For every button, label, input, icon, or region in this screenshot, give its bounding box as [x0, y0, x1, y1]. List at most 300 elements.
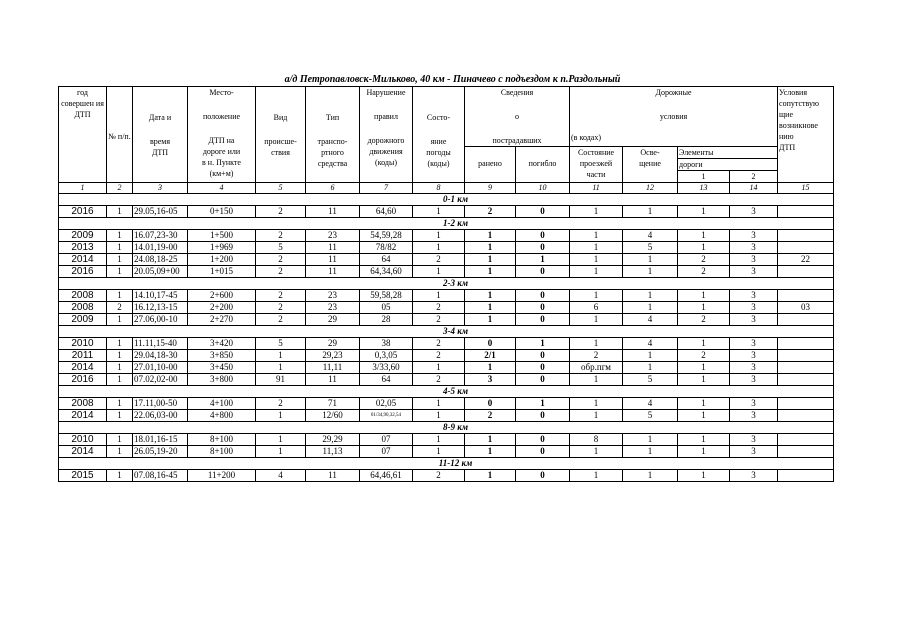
- cell-violation: 64,34,60: [360, 266, 413, 278]
- cell-year: 2008: [59, 302, 107, 314]
- cell-weather: 2: [413, 314, 465, 326]
- section-row: [59, 278, 834, 290]
- cell-type: 2: [256, 230, 306, 242]
- header-injured: ранено: [465, 147, 516, 183]
- cell-datetime: 17.11,00-50: [133, 398, 188, 410]
- cell-weather: 2: [413, 338, 465, 350]
- header-type-line: происше-: [264, 137, 297, 146]
- cell-weather: 2: [413, 254, 465, 266]
- cell-injured: 0: [465, 398, 516, 410]
- section-label: 1-2 км: [59, 218, 834, 230]
- cell-location: 2+600: [188, 290, 256, 302]
- cell-killed: 0: [516, 374, 570, 386]
- table-row: [59, 290, 834, 302]
- cell-violation: 07: [360, 446, 413, 458]
- cell-injured: 1: [465, 314, 516, 326]
- header-type-line: ствия: [271, 148, 290, 157]
- cell-element-1: 2: [678, 266, 730, 278]
- cell-conditions: [778, 446, 834, 458]
- cell-violation: 59,58,28: [360, 290, 413, 302]
- cell-weather: 1: [413, 434, 465, 446]
- cell-num: 1: [107, 446, 133, 458]
- cell-datetime: 24.08,18-25: [133, 254, 188, 266]
- cell-num: 1: [107, 242, 133, 254]
- header-conditions-line: щие: [779, 110, 794, 119]
- table-row: [59, 374, 834, 386]
- cell-violation: 54,59,28: [360, 230, 413, 242]
- cell-element-2: 3: [730, 470, 778, 482]
- cell-weather: 2: [413, 302, 465, 314]
- cell-location: 1+500: [188, 230, 256, 242]
- cell-killed: 0: [516, 362, 570, 374]
- cell-num: 1: [107, 314, 133, 326]
- cell-num: 1: [107, 434, 133, 446]
- cell-element-1: 1: [678, 410, 730, 422]
- cell-conditions: [778, 374, 834, 386]
- cell-datetime: 26.05,19-20: [133, 446, 188, 458]
- cell-violation: 64,60: [360, 206, 413, 218]
- cell-element-1: 1: [678, 470, 730, 482]
- cell-light: 4: [623, 230, 678, 242]
- cell-year: 2010: [59, 338, 107, 350]
- cell-year: 2016: [59, 266, 107, 278]
- cell-year: 2014: [59, 362, 107, 374]
- column-number: 12: [623, 183, 678, 194]
- cell-conditions: [778, 350, 834, 362]
- cell-killed: 0: [516, 206, 570, 218]
- cell-element-2: 3: [730, 314, 778, 326]
- cell-num: 1: [107, 398, 133, 410]
- cell-location: 0+150: [188, 206, 256, 218]
- cell-vehicle: 29: [306, 314, 360, 326]
- cell-location: 8+100: [188, 446, 256, 458]
- cell-type: 5: [256, 242, 306, 254]
- cell-element-1: 1: [678, 242, 730, 254]
- cell-location: 4+800: [188, 410, 256, 422]
- header-type-line: Вид: [273, 113, 288, 122]
- cell-location: 4+100: [188, 398, 256, 410]
- cell-conditions: [778, 338, 834, 350]
- cell-violation: 64: [360, 254, 413, 266]
- cell-light: 4: [623, 338, 678, 350]
- header-num: № п/п.: [107, 87, 133, 183]
- header-datetime: [133, 87, 188, 183]
- cell-year: 2008: [59, 398, 107, 410]
- header-surface-line: проезжей: [579, 159, 613, 168]
- header-elements-col1: 1: [678, 171, 730, 183]
- cell-injured: 1: [465, 434, 516, 446]
- cell-injured: 1: [465, 266, 516, 278]
- cell-datetime: 27.06,00-10: [133, 314, 188, 326]
- cell-light: 5: [623, 242, 678, 254]
- cell-element-2: 3: [730, 434, 778, 446]
- cell-killed: 0: [516, 410, 570, 422]
- cell-killed: 0: [516, 230, 570, 242]
- table-row: [59, 230, 834, 242]
- cell-weather: 1: [413, 446, 465, 458]
- cell-conditions: [778, 434, 834, 446]
- cell-year: 2016: [59, 374, 107, 386]
- cell-surface: обр.пгм: [570, 362, 623, 374]
- column-number: 8: [413, 183, 465, 194]
- cell-surface: 1: [570, 338, 623, 350]
- section-row: [59, 326, 834, 338]
- header-weather-line: погоды: [426, 148, 451, 157]
- cell-num: 2: [107, 302, 133, 314]
- cell-year: 2016: [59, 206, 107, 218]
- cell-datetime: 29.05,16-05: [133, 206, 188, 218]
- cell-element-1: 2: [678, 314, 730, 326]
- cell-location: 3+800: [188, 374, 256, 386]
- cell-num: 1: [107, 266, 133, 278]
- table-row: [59, 434, 834, 446]
- cell-type: 2: [256, 302, 306, 314]
- header-surface-line: Состояние: [577, 148, 615, 157]
- cell-killed: 0: [516, 350, 570, 362]
- cell-weather: 1: [413, 206, 465, 218]
- cell-conditions: [778, 266, 834, 278]
- cell-num: 1: [107, 290, 133, 302]
- cell-conditions: [778, 362, 834, 374]
- cell-vehicle: 29,23: [306, 350, 360, 362]
- cell-weather: 1: [413, 242, 465, 254]
- header-light-line: щение: [639, 159, 661, 168]
- cell-violation: 05: [360, 302, 413, 314]
- cell-vehicle: 11: [306, 470, 360, 482]
- table-row: [59, 206, 834, 218]
- header-location-line: ДТП на: [208, 136, 235, 145]
- cell-vehicle: 11: [306, 242, 360, 254]
- cell-datetime: 11.11,15-40: [133, 338, 188, 350]
- cell-datetime: 14.10,17-45: [133, 290, 188, 302]
- cell-datetime: 27.01,10-00: [133, 362, 188, 374]
- cell-element-1: 1: [678, 206, 730, 218]
- cell-killed: 0: [516, 302, 570, 314]
- cell-light: 4: [623, 398, 678, 410]
- cell-conditions: [778, 230, 834, 242]
- cell-violation: 07: [360, 434, 413, 446]
- cell-year: 2008: [59, 290, 107, 302]
- cell-element-1: 2: [678, 350, 730, 362]
- document-title: а/д Петропавловск-Мильково, 40 км - Пиначево с подъездом к п.Раздольный: [284, 74, 621, 85]
- cell-location: 3+420: [188, 338, 256, 350]
- cell-datetime: 22.06,03-00: [133, 410, 188, 422]
- header-elements: Элементы: [678, 147, 778, 159]
- cell-surface: 1: [570, 446, 623, 458]
- cell-location: 1+969: [188, 242, 256, 254]
- cell-datetime: 18.01,16-15: [133, 434, 188, 446]
- cell-injured: 1: [465, 290, 516, 302]
- cell-surface: 1: [570, 410, 623, 422]
- cell-element-2: 3: [730, 446, 778, 458]
- cell-element-2: 3: [730, 206, 778, 218]
- header-weather-line: (коды): [427, 159, 450, 168]
- header-victims-line: Сведения: [500, 88, 534, 97]
- section-label: 8-9 км: [59, 422, 834, 434]
- cell-conditions: [778, 206, 834, 218]
- header-road: [570, 87, 778, 132]
- header-type: [256, 87, 306, 183]
- cell-year: 2013: [59, 242, 107, 254]
- column-number: 2: [107, 183, 133, 194]
- header-elements-col2: 2: [730, 171, 778, 183]
- cell-light: 1: [623, 362, 678, 374]
- cell-weather: 1: [413, 266, 465, 278]
- cell-year: 2011: [59, 350, 107, 362]
- cell-surface: 1: [570, 206, 623, 218]
- cell-location: 8+100: [188, 434, 256, 446]
- cell-vehicle: 29: [306, 338, 360, 350]
- cell-num: 1: [107, 374, 133, 386]
- header-surface: [570, 147, 623, 183]
- section-label: 3-4 км: [59, 326, 834, 338]
- cell-type: 1: [256, 434, 306, 446]
- cell-vehicle: 23: [306, 230, 360, 242]
- cell-datetime: 16.12,13-15: [133, 302, 188, 314]
- cell-conditions: [778, 470, 834, 482]
- section-row: [59, 194, 834, 206]
- cell-vehicle: 23: [306, 302, 360, 314]
- header-datetime-line: время: [149, 137, 171, 146]
- cell-vehicle: 29,29: [306, 434, 360, 446]
- cell-location: 11+200: [188, 470, 256, 482]
- table-row: [59, 398, 834, 410]
- column-number: 15: [778, 183, 834, 194]
- cell-violation: 28: [360, 314, 413, 326]
- cell-num: 1: [107, 362, 133, 374]
- cell-num: 1: [107, 338, 133, 350]
- cell-element-1: 1: [678, 338, 730, 350]
- cell-location: 2+270: [188, 314, 256, 326]
- header-weather-line: яние: [430, 137, 447, 146]
- cell-element-1: 1: [678, 290, 730, 302]
- header-violation-line: дорожного: [367, 136, 405, 145]
- header-vehicle-line: ртного: [321, 148, 344, 157]
- header-elements-sub: дороги: [678, 159, 778, 171]
- header-conditions-line: нию: [779, 132, 794, 141]
- cell-type: 2: [256, 254, 306, 266]
- header-road-codes: (в кодах): [570, 132, 778, 147]
- header-year: год совершен ия ДТП: [59, 87, 107, 183]
- cell-year: 2014: [59, 446, 107, 458]
- cell-datetime: 29.04,18-30: [133, 350, 188, 362]
- cell-element-2: 3: [730, 254, 778, 266]
- cell-violation: 64: [360, 374, 413, 386]
- column-number: 1: [59, 183, 107, 194]
- cell-vehicle: 11: [306, 374, 360, 386]
- table-row: [59, 314, 834, 326]
- cell-killed: 1: [516, 338, 570, 350]
- cell-element-1: 1: [678, 302, 730, 314]
- cell-datetime: 07.08,16-45: [133, 470, 188, 482]
- cell-location: 3+850: [188, 350, 256, 362]
- cell-violation: 64,46,61: [360, 470, 413, 482]
- table-row: [59, 302, 834, 314]
- cell-light: 1: [623, 350, 678, 362]
- cell-element-1: 1: [678, 398, 730, 410]
- table-row: [59, 266, 834, 278]
- header-road-line: условия: [659, 112, 688, 121]
- column-number: 11: [570, 183, 623, 194]
- cell-surface: 1: [570, 314, 623, 326]
- header-violation: [360, 87, 413, 183]
- header-violation-line: Нарушение: [366, 88, 406, 97]
- column-number: 13: [678, 183, 730, 194]
- header-conditions-line: Условия: [779, 88, 807, 97]
- cell-year: 2009: [59, 230, 107, 242]
- table-row: [59, 350, 834, 362]
- header-conditions-line: сопутствую: [779, 99, 819, 108]
- cell-element-2: 3: [730, 302, 778, 314]
- table-body: [59, 87, 834, 482]
- header-conditions-line: ДТП: [779, 143, 796, 152]
- header-vehicle-line: Тип: [325, 113, 340, 122]
- cell-type: 2: [256, 314, 306, 326]
- header-vehicle-line: транспо-: [317, 137, 348, 146]
- table-row: [59, 446, 834, 458]
- cell-light: 4: [623, 314, 678, 326]
- cell-surface: 1: [570, 230, 623, 242]
- header-location-line: в н. Пункте: [202, 158, 241, 167]
- header-weather: [413, 87, 465, 183]
- cell-element-2: 3: [730, 338, 778, 350]
- section-label: 2-3 км: [59, 278, 834, 290]
- cell-element-2: 3: [730, 266, 778, 278]
- cell-weather: 2: [413, 374, 465, 386]
- cell-element-1: 1: [678, 230, 730, 242]
- cell-conditions: [778, 314, 834, 326]
- header-location-line: положение: [202, 112, 241, 121]
- cell-light: 1: [623, 290, 678, 302]
- table-row: [59, 362, 834, 374]
- cell-violation: 02,05: [360, 398, 413, 410]
- cell-location: 1+200: [188, 254, 256, 266]
- cell-conditions: [778, 290, 834, 302]
- cell-vehicle: 12/60: [306, 410, 360, 422]
- header-location: [188, 87, 256, 183]
- cell-violation: 0,3,05: [360, 350, 413, 362]
- section-row: [59, 458, 834, 470]
- cell-element-2: 3: [730, 230, 778, 242]
- cell-light: 1: [623, 254, 678, 266]
- cell-injured: 2: [465, 206, 516, 218]
- cell-injured: 1: [465, 302, 516, 314]
- cell-num: 1: [107, 254, 133, 266]
- cell-element-1: 1: [678, 446, 730, 458]
- cell-element-1: 1: [678, 434, 730, 446]
- header-violation-line: (коды): [374, 158, 398, 167]
- header-road-line: Дорожные: [655, 88, 692, 97]
- cell-surface: 6: [570, 302, 623, 314]
- table-row: [59, 470, 834, 482]
- cell-vehicle: 23: [306, 290, 360, 302]
- accident-table: [58, 86, 834, 482]
- cell-year: 2014: [59, 254, 107, 266]
- cell-element-2: 3: [730, 350, 778, 362]
- cell-vehicle: 11,11: [306, 362, 360, 374]
- cell-light: 1: [623, 434, 678, 446]
- cell-violation: 01/34,90,32,54: [360, 410, 413, 422]
- cell-year: 2015: [59, 470, 107, 482]
- cell-light: 1: [623, 302, 678, 314]
- cell-datetime: 16.07,23-30: [133, 230, 188, 242]
- header-victims-line: пострадавших: [492, 136, 542, 145]
- cell-injured: 1: [465, 362, 516, 374]
- cell-surface: 1: [570, 254, 623, 266]
- cell-element-1: 2: [678, 254, 730, 266]
- cell-light: 1: [623, 206, 678, 218]
- header-light: [623, 147, 678, 183]
- header-victims-line: о: [515, 112, 519, 121]
- header-weather-line: Состо-: [426, 113, 451, 122]
- cell-conditions: 03: [778, 302, 834, 314]
- cell-killed: 0: [516, 314, 570, 326]
- cell-vehicle: 11: [306, 266, 360, 278]
- section-label: 4-5 км: [59, 386, 834, 398]
- cell-killed: 1: [516, 254, 570, 266]
- cell-surface: 8: [570, 434, 623, 446]
- header-datetime-line: Дата и: [148, 113, 172, 122]
- cell-killed: 0: [516, 434, 570, 446]
- cell-type: 2: [256, 266, 306, 278]
- header-surface-line: части: [586, 170, 606, 179]
- cell-element-2: 3: [730, 374, 778, 386]
- cell-weather: 1: [413, 362, 465, 374]
- cell-type: 5: [256, 338, 306, 350]
- cell-type: 2: [256, 398, 306, 410]
- cell-injured: 1: [465, 470, 516, 482]
- cell-surface: 2: [570, 350, 623, 362]
- cell-weather: 2: [413, 350, 465, 362]
- cell-num: 1: [107, 230, 133, 242]
- table-row: [59, 254, 834, 266]
- cell-location: 1+015: [188, 266, 256, 278]
- cell-location: 3+450: [188, 362, 256, 374]
- section-label: 11-12 км: [59, 458, 834, 470]
- cell-location: 2+200: [188, 302, 256, 314]
- header-vehicle: [306, 87, 360, 183]
- cell-type: 91: [256, 374, 306, 386]
- cell-injured: 1: [465, 254, 516, 266]
- cell-surface: 1: [570, 470, 623, 482]
- cell-element-1: 1: [678, 362, 730, 374]
- cell-weather: 1: [413, 230, 465, 242]
- cell-light: 1: [623, 446, 678, 458]
- cell-year: 2009: [59, 314, 107, 326]
- cell-injured: 2/1: [465, 350, 516, 362]
- cell-type: 1: [256, 446, 306, 458]
- cell-type: 1: [256, 410, 306, 422]
- cell-killed: 1: [516, 398, 570, 410]
- section-row: [59, 386, 834, 398]
- cell-injured: 3: [465, 374, 516, 386]
- cell-vehicle: 11,13: [306, 446, 360, 458]
- cell-killed: 0: [516, 446, 570, 458]
- cell-type: 2: [256, 206, 306, 218]
- header-location-line: (км+м): [209, 169, 234, 178]
- cell-type: 1: [256, 350, 306, 362]
- cell-num: 1: [107, 350, 133, 362]
- header-light-line: Осве-: [640, 148, 660, 157]
- cell-year: 2014: [59, 410, 107, 422]
- cell-injured: 1: [465, 242, 516, 254]
- cell-element-2: 3: [730, 290, 778, 302]
- cell-surface: 1: [570, 290, 623, 302]
- table-row: [59, 242, 834, 254]
- cell-weather: 1: [413, 398, 465, 410]
- column-number: 3: [133, 183, 188, 194]
- cell-weather: 2: [413, 470, 465, 482]
